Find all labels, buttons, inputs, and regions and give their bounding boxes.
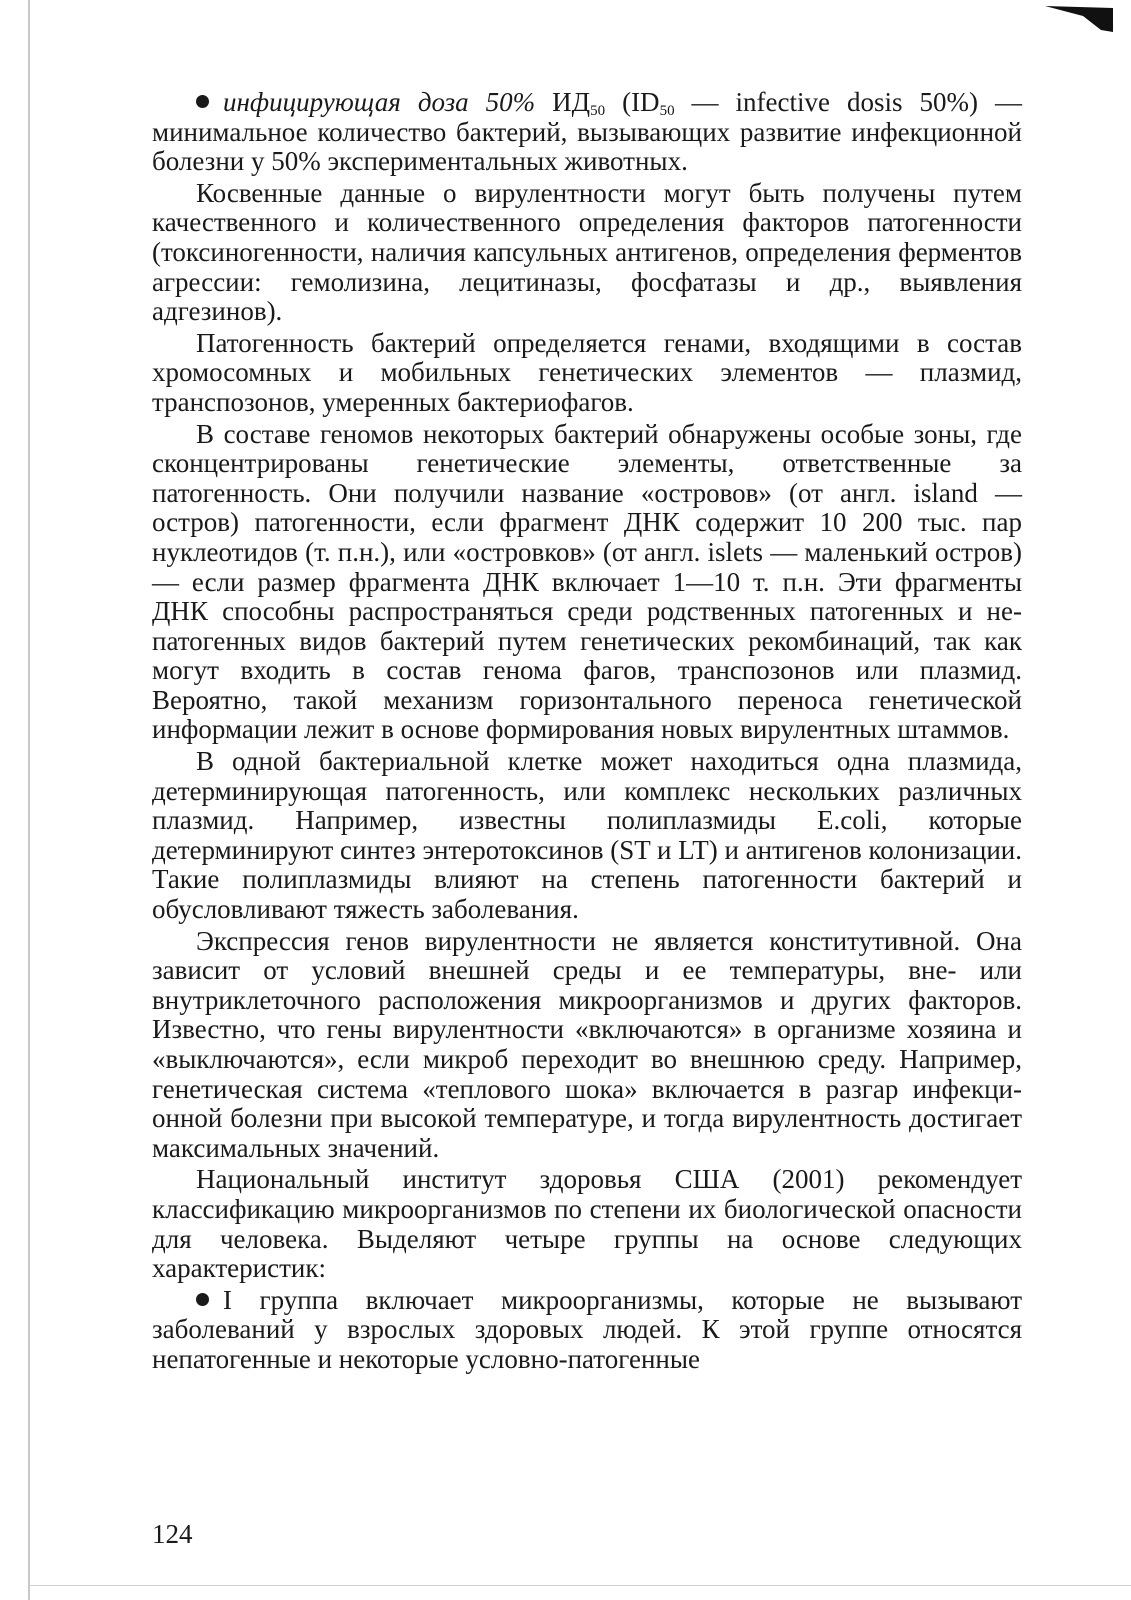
bullet-item-infective-dose bbox=[152, 88, 1022, 177]
abbr-latin-open: (ID bbox=[605, 87, 660, 117]
abbr-id50-sub: 50 bbox=[590, 103, 606, 119]
group-1-text: I группа включает микроорганизмы, которые не вызывают заболеваний у взрослых здоровых людей. К этой группе относятся непатогенные и некоторые условно-патогенные bbox=[152, 1284, 1022, 1374]
paragraph-pathogenicity-genes: Патогенность бактерий определяется генами, входящими в состав хромосомных и мобильных генетических элементов — плазмид, транспозонов, умеренных бактериофагов. bbox=[152, 327, 1022, 417]
page-text bbox=[152, 88, 1022, 1377]
bullet-item-group-1 bbox=[152, 1286, 1022, 1375]
bullet-dot bbox=[196, 1293, 209, 1306]
bottom-rule bbox=[30, 1585, 1131, 1586]
page-edge-left bbox=[28, 0, 30, 1600]
abbr-latin-sub: 50 bbox=[659, 103, 675, 119]
corner-fold-mark bbox=[1043, 4, 1113, 34]
paragraph-biohazard-classification: Национальный институт здоровья США (2001) рекомендует классификацию микроорганизмов по степени их биологической опасности для человека. Выделяют четыре группы на основе следующих характеристик: bbox=[152, 1164, 1022, 1284]
abbr-id50: ИД bbox=[552, 87, 591, 117]
bullet-dot bbox=[196, 95, 209, 108]
paragraph-gene-expression: Экспрессия генов вирулентности не является конститутивной. Она зависит от условий внешней среды и ее температуры, вне- или внутриклеточного расположения микроорганизмов и других факторов. Известно, что гены вирулентности «включаются» в организме хозяина и «выключаются», если микроб переходит во внешнюю среду. Например, генетическая система «теплового шока» включается в разгар инфекционной болезни при высокой температуре, и тогда вирулентность достигает максимальных значений. bbox=[152, 925, 1022, 1163]
paragraph-pathogenicity-islands: В составе геномов некоторых бактерий обнаружены особые зоны, где сконцентрированы генетические элементы, ответственные за патогенность. Они получили название «островов» (от англ. island — остров) патогенности, если фрагмент ДНК содержит 10 200 тыс. пар нуклеотидов (т. п.н.), или «островков» (от англ. islets — маленький остров) — если размер фрагмента ДНК включает 1—10 т. п.н. Эти фрагменты ДНК способны распространяться среди родственных патогенных и непатогенных видов бактерий путем генетических рекомбинаций, так как могут входить в состав генома фагов, транспозонов или плазмид. Вероятно, такой механизм горизонтального переноса генетической информации лежит в основе формирования новых вирулентных штаммов. bbox=[152, 418, 1022, 745]
term-infective-dose: инфицирующая доза 50% bbox=[223, 87, 536, 117]
page-number: 124 bbox=[152, 1519, 193, 1549]
paragraph-virulence-indirect-data: Косвенные данные о вирулентности могут быть получены путем качественного и количественного определения факторов патогенности (токсиногенности, наличия капсульных антигенов, определения ферментов агрессии: гемолизина, лецитиназы, фосфатазы и др., выявления адгезинов). bbox=[152, 177, 1022, 327]
infective-dose-definition: — infective dosis 50%) — минимальное количество бактерий, вызывающих развитие инфекционной болезни у 50% экспериментальных животных. bbox=[152, 87, 1022, 177]
paragraph-plasmids: В одной бактериальной клетке может находиться одна плазмида, детерминирующая патогенность, или комплекс нескольких различных плазмид. Например, известны полиплазмиды E.coli, которые детерминируют синтез энтеротоксинов (ST и LT) и антигенов колонизации. Такие полиплазмиды влияют на степень патогенности бактерий и обусловливают тяжесть заболевания. bbox=[152, 746, 1022, 925]
